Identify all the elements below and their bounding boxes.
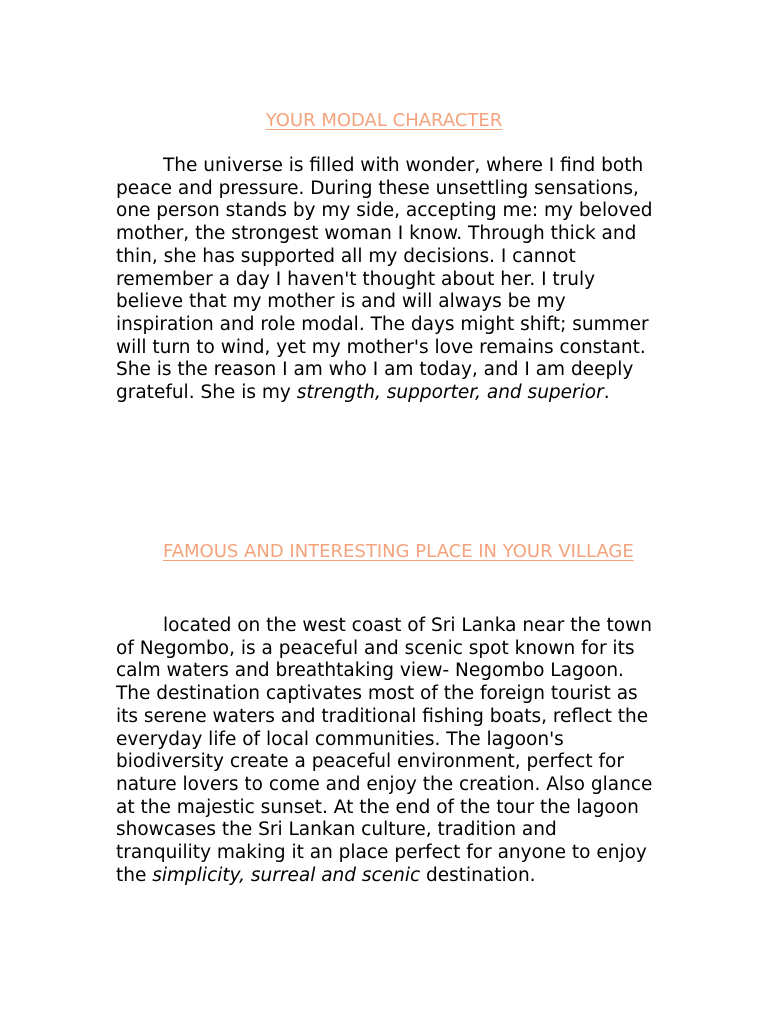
section-heading-famous-place: FAMOUS AND INTERESTING PLACE IN YOUR VILLAGE <box>163 541 634 562</box>
paragraph-famous-place <box>116 615 656 887</box>
paragraph-modal-character <box>116 155 656 405</box>
emphasis-text: simplicity, surreal and scenic <box>152 864 421 886</box>
paragraph-ending: destination. <box>420 864 536 886</box>
section-heading-modal-character: YOUR MODAL CHARACTER <box>265 110 503 131</box>
paragraph-text: located on the west coast of Sri Lanka near the town of Negombo, is a peaceful and scenic spot known for its calm waters and breathtaking view- Negombo Lagoon. The destination captivates most of the foreign tourist as its serene waters and traditional fishing boats, reflect the everyday life of local communities. The lagoon's biodiversity create a peaceful environment, perfect for nature lovers to come and enjoy the creation. Also glance at the majestic sunset. At the end of the tour the lagoon showcases the Sri Lankan culture, tradition and tranquility making it an place perfect for anyone to enjoy the <box>116 615 653 886</box>
paragraph-text: The universe is filled with wonder, where I find both peace and pressure. During these unsettling sensations, one person stands by my side, accepting me: my beloved mother, the strongest woman I know. Through thick and thin, she has supported all my decisions. I cannot remember a day I haven't thought about her. I truly believe that my mother is and will always be my inspiration and role modal. The days might shift; summer will turn to wind, yet my mother's love remains constant. She is the reason I am who I am today, and I am deeply grateful. She is my <box>116 155 653 404</box>
emphasis-text: strength, supporter, and superior <box>296 382 604 404</box>
paragraph-ending: . <box>603 382 610 404</box>
